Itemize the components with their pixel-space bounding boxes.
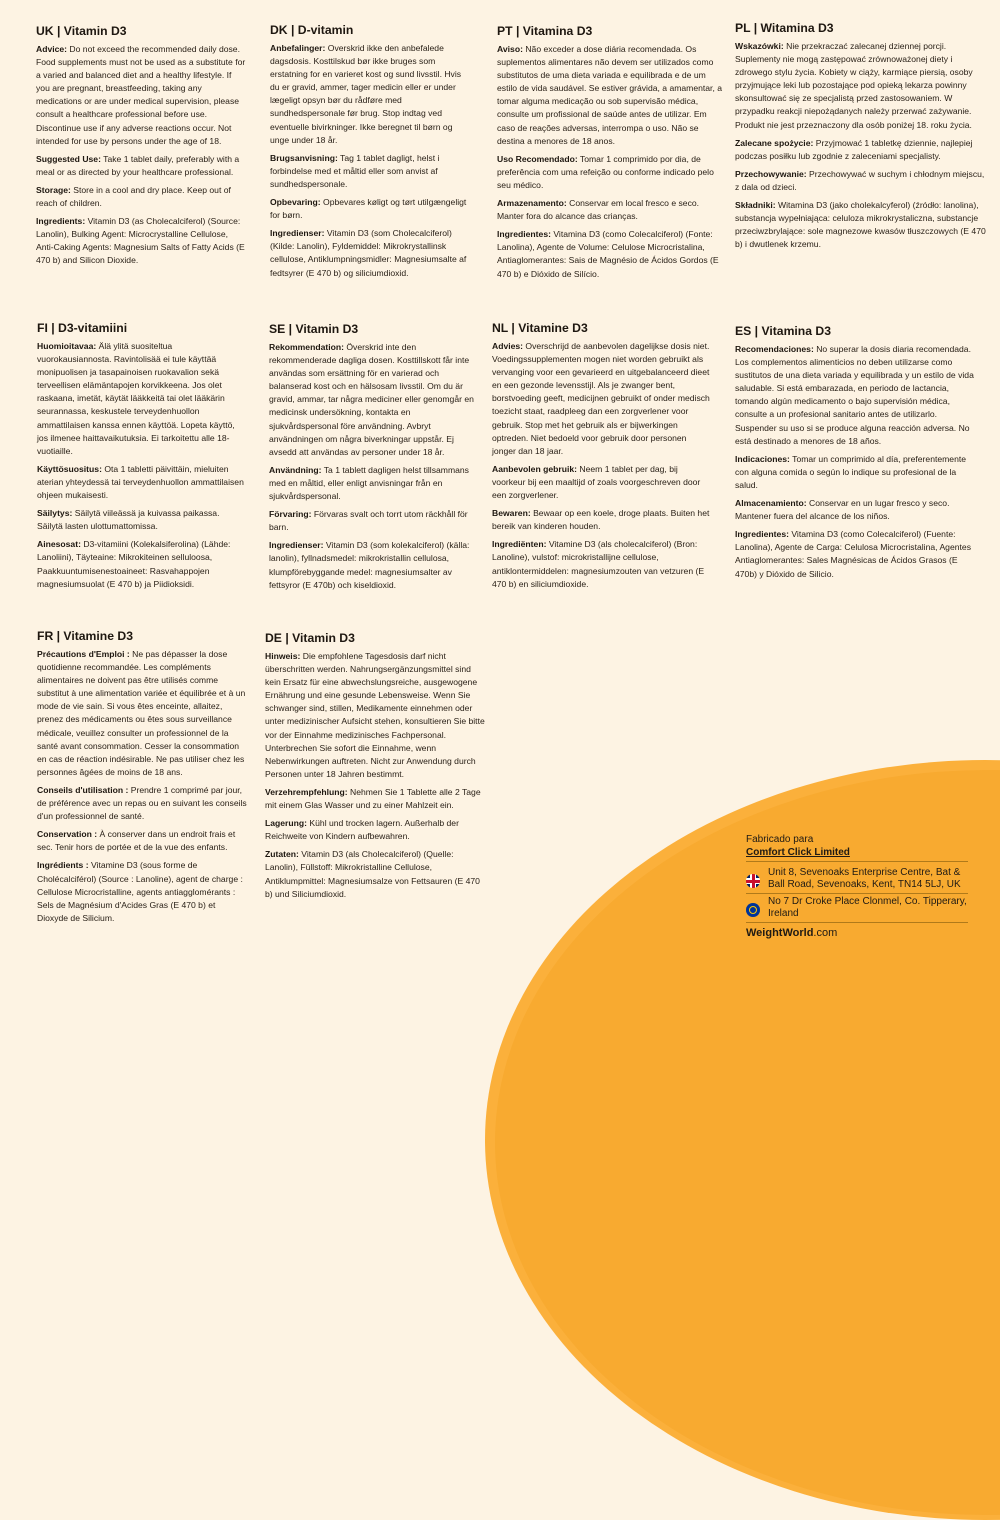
- paragraph: [270, 227, 470, 279]
- paragraph-text: Vitamin D3 (som kolekalciferol) (källa: lanolin), fyllnadsmedel: mikrokristallin cellulosa, klumpförebyggande medel: magnesiumsalter av fettsyror (E 470b) och kiseldioxid.: [269, 540, 470, 590]
- eu-flag-icon: [746, 903, 760, 917]
- paragraph: [497, 153, 722, 192]
- paragraph: [735, 168, 990, 194]
- paragraph-text: Nie przekraczać zalecanej dziennej porcji. Suplementy nie mogą zastępować zrównoważonej diety i zdrowego stylu życia. Kobiety w ciąży, karmiące piersią, osoby przyjmujące leki lub pozostające pod opieką lekarza powinny skonsultować się ze specjalistą przed zastosowaniem. W przypadku reakcji niepożądanych należy przerwać zażywanie. Produkt nie jest przeznaczony dla osób poniżej 18. roku życia.: [735, 41, 973, 130]
- paragraph-text: À conserver dans un endroit frais et sec. Tenir hors de portée et de la vue des enfants.: [37, 829, 236, 853]
- paragraph: [37, 463, 247, 502]
- company-name: Comfort Click Limited: [746, 847, 968, 862]
- paragraph-text: Take 1 tablet daily, preferably with a meal or as directed by your healthcare professional.: [36, 153, 240, 177]
- paragraph-label: Käyttösuositus:: [37, 463, 102, 474]
- paragraph: [492, 340, 712, 458]
- paragraph-text: Conservar em local fresco e seco. Manter fora do alcance das crianças.: [497, 198, 700, 222]
- paragraph-label: Ingredientes:: [735, 529, 789, 540]
- paragraph: [735, 343, 980, 448]
- paragraph-label: Huomioitavaa:: [37, 341, 97, 351]
- paragraph-label: Almacenamiento:: [735, 498, 807, 509]
- paragraph-label: Ingredientes:: [497, 229, 551, 240]
- paragraph-label: Aanbevolen gebruik:: [492, 463, 577, 474]
- paragraph: [492, 507, 712, 533]
- paragraph-label: Suggested Use:: [36, 153, 101, 164]
- section-title: UK | Vitamin D3: [36, 24, 127, 38]
- section-title: FI | D3-vitamiini: [37, 321, 128, 335]
- paragraph: [735, 528, 980, 580]
- section-title: PT | Vitamina D3: [497, 24, 593, 38]
- paragraph-label: Zalecane spożycie:: [735, 137, 814, 148]
- paragraph-text: Do not exceed the recommended daily dose. Food supplements must not be used as a substitute for a varied and balanced diet and a healthy lifestyle. If you are pregnant, breastfeeding, taking any medications or are under medical supervision, please consult a healthcare professional before use. Discontinue use if any adverse reactions occur. Not intended for use by persons under the age of 18.: [36, 44, 246, 146]
- paragraph-text: Vitamine D3 (sous forme de Cholécalciférol) (Source : Lanoline), agent de charge : Cellulose Microcristalline, agents antiagglomérants : Sels de Magnésium d'Acides Gras (E 470 b) et Dioxyde de Silicium.: [37, 860, 243, 923]
- paragraph-text: Vitamin D3 (as Cholecalciferol) (Source: Lanolin), Bulking Agent: Microcrystalline Cellulose, Anti-Caking Agents: Magnesium Salts of Fatty Acids (E 470 b) and Silicon Dioxide.: [36, 216, 245, 266]
- paragraph: [735, 199, 990, 251]
- paragraph-label: Ingredienser:: [270, 228, 325, 239]
- paragraph-text: Ta 1 tablett dagligen helst tillsammans med en måltid, eller enligt anvisningar från en sjukvårdspersonal.: [269, 464, 469, 502]
- paragraph-label: Conseils d'utilisation :: [37, 784, 129, 795]
- paragraph: [269, 341, 481, 459]
- paragraph: [265, 786, 485, 812]
- paragraph: [37, 859, 247, 924]
- section-title: SE | Vitamin D3: [269, 322, 359, 336]
- paragraph-text: Prendre 1 comprimé par jour, de préférence avec un repas ou en suivant les conseils d'un professionnel de santé.: [37, 784, 247, 822]
- paragraph-text: Vitamine D3 (als cholecalciferol) (Bron: Lanoline), vulstof: microkristallijne cellulose, antiklontermiddelen: magnesiumzouten van vetzuren (E 470 b) en siliciumdioxide.: [492, 539, 705, 589]
- section-title: NL | Vitamine D3: [492, 321, 588, 335]
- paragraph-label: Ingredients:: [36, 216, 86, 227]
- paragraph: [37, 828, 247, 854]
- section-uk: [36, 24, 246, 273]
- paragraph-label: Storage:: [36, 184, 71, 195]
- paragraph: [497, 228, 722, 280]
- paragraph-label: Wskazówki:: [735, 41, 784, 51]
- paragraph-label: Conservation :: [37, 829, 98, 840]
- paragraph-label: Uso Recomendado:: [497, 153, 578, 164]
- section-fi: [37, 321, 247, 596]
- paragraph: [36, 215, 246, 267]
- paragraph: [735, 137, 990, 163]
- paragraph: [37, 784, 247, 823]
- brand-website: [746, 923, 968, 939]
- paragraph: [497, 43, 722, 148]
- paragraph: [265, 817, 485, 843]
- paragraph-label: Ingredienser:: [269, 540, 324, 551]
- section-se: [269, 322, 481, 597]
- paragraph-text: Säilytä viileässä ja kuivassa paikassa. Säilytä lasten ulottumattomissa.: [37, 508, 220, 532]
- paragraph: [497, 197, 722, 223]
- paragraph-text: Bewaar op een koele, droge plaats. Buiten het bereik van kinderen houden.: [492, 508, 710, 532]
- paragraph: [270, 42, 470, 147]
- paragraph-label: Advice:: [36, 44, 68, 54]
- paragraph-label: Opbevaring:: [270, 197, 321, 208]
- paragraph-label: Zutaten:: [265, 849, 299, 860]
- paragraph: [36, 43, 246, 148]
- paragraph-label: Indicaciones:: [735, 453, 790, 464]
- paragraph-text: Witamina D3 (jako cholekalcyferol) (źródło: lanolina), substancja wypełniająca: celuloza mikrokrystaliczna, substancje przeciwzbrylające: sole magnezowe kwasów tłuszczowych (E 470 b) i dwutlenek krzemu.: [735, 200, 986, 250]
- paragraph-label: Ainesosat:: [37, 539, 81, 550]
- section-pl: [735, 21, 990, 256]
- ie-address: No 7 Dr Croke Place Clonmel, Co. Tipperary, Ireland: [768, 896, 967, 919]
- paragraph-text: D3-vitamiini (Kolekalsiferolina) (Lähde: Lanoliini), Täyteaine: Mikrokiteinen selluloosa, Paakkuuntumisenestoaineet: Rasvahappojen magnesiumsuolat (E 470 b) ja Piidioksidi.: [37, 539, 231, 589]
- paragraph-text: Vitamina D3 (como Colecalciferol) (Fonte: Lanolina), Agente de Volume: Celulose Microcristalina, Antiaglomerantes: Sais de Magnésio de Ácidos Gordos (E 470 b) e Dióxido de Silício.: [497, 229, 719, 279]
- paragraph-label: Armazenamento:: [497, 198, 567, 209]
- paragraph-text: Tomar un comprimido al día, preferentemente con alguna comida o según lo indique su profesional de la salud.: [735, 453, 967, 490]
- paragraph-text: Neem 1 tablet per dag, bij voorkeur bij een maaltijd of zoals voorgeschreven door een zorgverlener.: [492, 463, 701, 501]
- paragraph-text: Store in a cool and dry place. Keep out of reach of children.: [36, 184, 231, 209]
- paragraph-text: Tomar 1 comprimido por dia, de preferência com uma refeição ou conforme indicado pelo seu médico.: [497, 153, 714, 190]
- paragraph-text: Não exceder a dose diária recomendada. Os suplementos alimentares não devem ser utilizados como substitutos de uma dieta variada e equilibrada e de um estilo de vida saudável. Se estiver grávida, a amamentar, a tomar alguma medicação ou sob supervisão médica, consulte um profissional de saúde antes de utilizar. Em caso de reações adversas, interrompa o uso. Não se destina a menores de 18 anos.: [497, 44, 722, 146]
- paragraph-text: Tag 1 tablet dagligt, helst i forbindelse med et måltid eller som anvist af sundhedspersonale.: [270, 152, 440, 189]
- paragraph-label: Förvaring:: [269, 509, 312, 520]
- section-nl: [492, 321, 712, 596]
- paragraph-text: No superar la dosis diaria recomendada. Los complementos alimenticios no deben utilizarse como sustitutos de una dieta variada y equilibrada y un estilo de vida saludable. Si está embarazada, en periodo de lactancia, tomando algún medicamento o bajo supervisión médica, consulte a un profesional sanitario antes de utilizarlo. Suspender su uso si se produce alguna reacción adversa. No está destinado a menores de 18 años.: [735, 344, 974, 446]
- paragraph-text: Vitamina D3 (como Colecalciferol) (Fuente: Lanolina), Agente de Carga: Celulosa Microcristalina, Agentes Antiaglomerantes: Sales Magnésicas de Ácidos Grasos (E 470b) y Dióxido de Silicio.: [735, 529, 971, 579]
- section-title: DE | Vitamin D3: [265, 631, 355, 645]
- section-title: ES | Vitamina D3: [735, 324, 831, 338]
- paragraph-text: Förvaras svalt och torrt utom räckhåll för barn.: [269, 509, 468, 533]
- paragraph-label: Bewaren:: [492, 508, 531, 519]
- paragraph: [270, 196, 470, 222]
- paragraph: [269, 464, 481, 503]
- paragraph: [269, 508, 481, 534]
- paragraph-label: Rekommendation:: [269, 342, 344, 352]
- paragraph-label: Verzehrempfehlung:: [265, 786, 348, 797]
- paragraph-text: Die empfohlene Tagesdosis darf nicht überschritten werden. Nahrungsergänzungsmittel sind kein Ersatz für eine abwechslungsreiche, ausgewogene Ernährung und eine gesunde Lebensweise. Wenn Sie schwanger sind, stillen, Medikamente einnehmen oder unter medizinischer Aufsicht stehen, konsultieren Sie bitte vor der Einnahme medizinisches Fachpersonal. Unterbrechen Sie sofort die Einnahme, wenn Nebenwirkungen auftreten. Nicht zur Anwendung durch Personen unter 18 Jahren bestimmt.: [265, 651, 485, 779]
- paragraph: [36, 184, 246, 210]
- paragraph-text: Przechowywać w suchym i chłodnym miejscu, z dala od dzieci.: [735, 168, 985, 192]
- paragraph-label: Brugsanvisning:: [270, 152, 338, 163]
- paragraph: [265, 650, 485, 781]
- section-title: DK | D-vitamin: [270, 23, 354, 37]
- paragraph-label: Składniki:: [735, 200, 776, 211]
- paragraph: [36, 153, 246, 179]
- paragraph-label: Användning:: [269, 464, 322, 475]
- paragraph-label: Säilytys:: [37, 508, 73, 519]
- paragraph: [735, 40, 990, 132]
- paragraph-text: Älä ylitä suositeltua vuorokausiannosta. Ravintolisää ei tule käyttää monipuolisen ja tasapainoisen ruokavalion sekä terveellisen elämäntapojen korvikkeena. Jos olet raskaana, imetät, käytät lääkkeitä tai olet lääkärin seurannassa, keskustele terveydenhuollon ammattilaisen kanssa ennen käyttöä. Lopeta käyttö, jos ilmenee haittavaikutuksia. Ei tarkoitettu alle 18-vuotiaille.: [37, 341, 235, 456]
- paragraph-text: Kühl und trocken lagern. Außerhalb der Reichweite von Kindern aufbewahren.: [265, 818, 459, 842]
- made-for-label: Fabricado para: [746, 834, 814, 845]
- section-pt: [497, 24, 722, 286]
- paragraph-label: Lagerung:: [265, 818, 308, 829]
- paragraph-label: Anbefalinger:: [270, 43, 326, 53]
- paragraph-label: Ingrédients :: [37, 860, 89, 871]
- paragraph-label: Advies:: [492, 341, 524, 351]
- paragraph: [37, 507, 247, 533]
- uk-flag-icon: [746, 874, 760, 888]
- paragraph-text: Vitamin D3 (som Cholecalciferol) (Kilde: Lanolin), Fyldemiddel: Mikrokrystallinsk cellulose, Antiklumpningsmidler: Magnesiumsalte af fedtsyrer (E 470 b) og siliciumdioxid.: [270, 228, 467, 278]
- paragraph: [269, 539, 481, 591]
- paragraph-label: Przechowywanie:: [735, 168, 807, 179]
- paragraph-text: Overschrijd de aanbevolen dagelijkse dosis niet. Voedingssupplementen mogen niet worden gebruikt als vervanging voor een gevarieerd en uitgebalanceerd dieet en een gezonde levensstijl. Als je zwanger bent, borstvoeding geeft, medicijnen gebruikt of onder medisch toezicht staat, raadpleeg dan een zorgverlener voor gebruik. Stop met het gebruik als er bijwerkingen optreden. Niet bedoeld voor gebruik door personen jonger dan 18 jaar.: [492, 341, 710, 456]
- paragraph-text: Ota 1 tabletti päivittäin, mieluiten aterian yhteydessä tai terveydenhuollon ammattilaisen ohjeen mukaisesti.: [37, 463, 244, 501]
- uk-address: Unit 8, Sevenoaks Enterprise Centre, Bat & Ball Road, Sevenoaks, Kent, TN14 5LJ, UK: [768, 867, 961, 890]
- paragraph-text: Vitamin D3 (als Cholecalciferol) (Quelle: Lanolin), Füllstoff: Mikrokristalline Cellulose, Antiklumpmittel: Magnesiumsalze von Fettsauren (E 470 b) und Siliciumdioxid.: [265, 849, 480, 899]
- paragraph-label: Hinweis:: [265, 651, 301, 661]
- paragraph-text: Overskrid ikke den anbefalede dagsdosis. Kosttilskud bør ikke bruges som erstatning for en varieret kost og sund livsstil. Hvis du er gravid, ammer, tager medicin eller er under lægeligt opsyn bør du rådføre med sundhedspersonale før brug. Stop indtag ved eventuelle bivirkninger. Ikke beregnet til børn og unge under 18 år.: [270, 43, 462, 145]
- paragraph-label: Précautions d'Emploi :: [37, 649, 130, 659]
- paragraph: [735, 453, 980, 492]
- paragraph: [265, 848, 485, 900]
- paragraph-text: Ne pas dépasser la dose quotidienne recommandée. Les compléments alimentaires ne doivent pas être utilisés comme substitut à une alimentation variée et équilibrée et à un mode de vie sain. Si vous êtes enceinte, allaitez, prenez des médicaments ou êtes sous surveillance médicale, veuillez consulter un professionnel de la santé avant consommation. Cesser la consommation en cas de réaction indésirable. Ne pas utiliser chez les personnes âgées de moins de 18 ans.: [37, 649, 246, 777]
- paragraph-text: Opbevares køligt og tørt utilgængeligt for børn.: [270, 197, 467, 221]
- manufacturer-block: [746, 834, 968, 939]
- paragraph-label: Ingrediënten:: [492, 539, 547, 550]
- paragraph: [37, 648, 247, 779]
- section-es: [735, 324, 980, 586]
- paragraph-text: Conservar en un lugar fresco y seco. Mantener fuera del alcance de los niños.: [735, 498, 950, 522]
- paragraph: [270, 152, 470, 191]
- section-title: FR | Vitamine D3: [37, 629, 133, 643]
- section-title: PL | Witamina D3: [735, 21, 834, 35]
- uk-address-row: [746, 865, 968, 894]
- section-dk: [270, 23, 470, 285]
- paragraph: [492, 463, 712, 502]
- section-fr: [37, 629, 247, 930]
- paragraph-label: Aviso:: [497, 44, 523, 54]
- section-de: [265, 631, 485, 906]
- ie-address-row: [746, 894, 968, 923]
- brand-domain: .com: [813, 927, 838, 939]
- paragraph: [37, 538, 247, 590]
- paragraph-text: Nehmen Sie 1 Tablette alle 2 Tage mit einem Glas Wasser und zu einer Mahlzeit ein.: [265, 786, 481, 811]
- paragraph-text: Przyjmować 1 tabletkę dziennie, najlepiej podczas posiłku lub zgodnie z zaleceniami specjalisty.: [735, 137, 973, 161]
- paragraph: [492, 538, 712, 590]
- brand-name: WeightWorld: [746, 927, 814, 939]
- paragraph-label: Recomendaciones:: [735, 344, 814, 354]
- paragraph: [735, 497, 980, 523]
- paragraph: [37, 340, 247, 458]
- paragraph-text: Överskrid inte den rekommenderade dagliga dosen. Kosttillskott får inte användas som ersättning för en varierad och balanserad kost och en hälsosam livsstil. Om du är gravid, ammar, tar några mediciner eller genomgår en medicinsk undersökning, kontakta en sjukvårdspersonal före användning. Avbryt användningen om några biverkningar uppstår. Ej avsedd att användas av personer under 18 år.: [269, 342, 474, 457]
